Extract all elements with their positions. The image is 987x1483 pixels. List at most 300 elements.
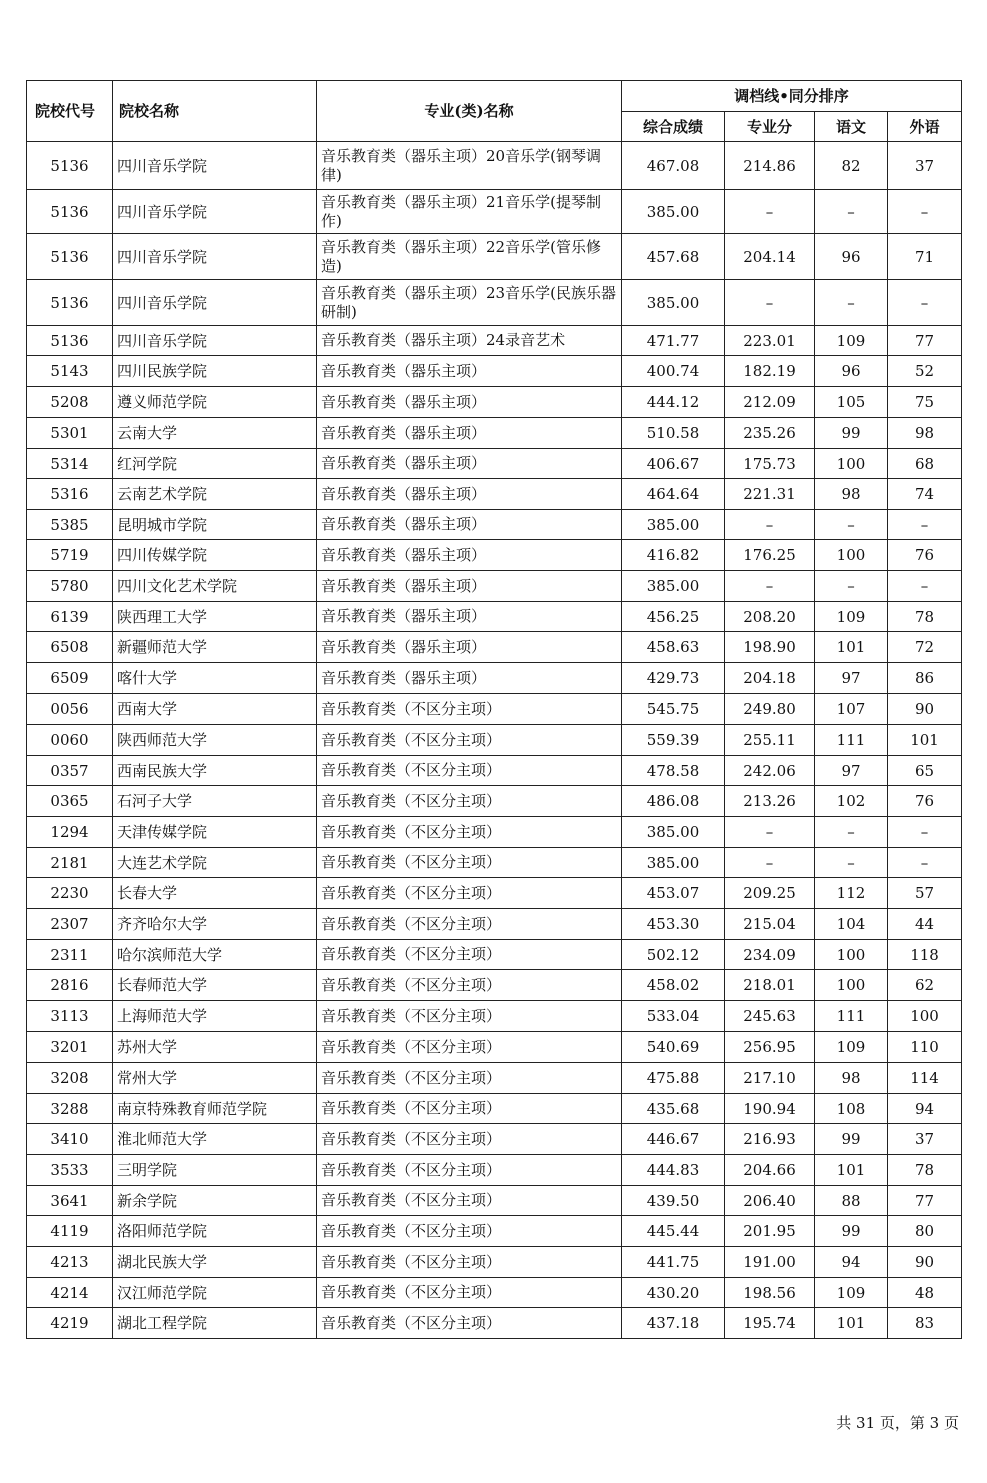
cell-major-score: 201.95 [725,1216,815,1247]
cell-major: 音乐教育类（不区分主项） [317,1124,622,1155]
cell-major-score: – [725,190,815,234]
cell-school: 陕西师范大学 [113,725,317,756]
cell-code: 1294 [27,817,113,848]
cell-chinese: 94 [815,1247,888,1278]
cell-chinese: 99 [815,1216,888,1247]
cell-school: 四川民族学院 [113,356,317,387]
cell-major: 音乐教育类（器乐主项） [317,540,622,571]
table-row [27,970,962,1001]
cell-major: 音乐教育类（不区分主项） [317,878,622,909]
cell-major: 音乐教育类（不区分主项） [317,1063,622,1094]
cell-code: 2816 [27,970,113,1001]
cell-major-score: 242.06 [725,756,815,786]
header-foreign: 外语 [888,112,962,142]
header-major: 专业(类)名称 [317,81,622,142]
cell-school: 遵义师范学院 [113,387,317,418]
cell-school: 长春大学 [113,878,317,909]
cell-total: 416.82 [622,540,725,571]
table-row [27,142,962,190]
cell-code: 5136 [27,280,113,326]
cell-code: 3113 [27,1001,113,1032]
cell-chinese: – [815,510,888,540]
cell-major: 音乐教育类（不区分主项） [317,970,622,1001]
cell-chinese: 99 [815,1124,888,1155]
cell-major: 音乐教育类（不区分主项） [317,1001,622,1032]
cell-chinese: – [815,190,888,234]
cell-school: 长春师范大学 [113,970,317,1001]
cell-major: 音乐教育类（不区分主项） [317,940,622,970]
cell-total: 453.30 [622,909,725,940]
cell-major-score: 235.26 [725,418,815,449]
table-row [27,878,962,909]
cell-foreign: 37 [888,142,962,190]
cell-foreign: 62 [888,970,962,1001]
cell-school: 陕西理工大学 [113,602,317,632]
cell-total: 385.00 [622,817,725,848]
table-row [27,479,962,510]
table-row [27,909,962,940]
cell-major: 音乐教育类（不区分主项） [317,694,622,725]
cell-major: 音乐教育类（器乐主项） [317,449,622,479]
cell-code: 5780 [27,571,113,602]
table-row [27,449,962,479]
table-row [27,1063,962,1094]
cell-code: 6139 [27,602,113,632]
cell-code: 3641 [27,1186,113,1216]
table-row [27,1032,962,1063]
table-row [27,387,962,418]
cell-major-score: 209.25 [725,878,815,909]
table-row [27,1216,962,1247]
cell-code: 5314 [27,449,113,479]
cell-major: 音乐教育类（器乐主项） [317,418,622,449]
cell-total: 510.58 [622,418,725,449]
cell-foreign: 68 [888,449,962,479]
table-row [27,1186,962,1216]
cell-major: 音乐教育类（器乐主项）22音乐学(管乐修造) [317,234,622,280]
cell-major: 音乐教育类（不区分主项） [317,725,622,756]
cell-foreign: 77 [888,326,962,356]
header-total: 综合成绩 [622,112,725,142]
cell-school: 淮北师范大学 [113,1124,317,1155]
table-row [27,756,962,786]
cell-foreign: 83 [888,1308,962,1339]
cell-code: 5136 [27,190,113,234]
cell-chinese: 101 [815,632,888,663]
cell-school: 四川音乐学院 [113,326,317,356]
header-major-score: 专业分 [725,112,815,142]
cell-foreign: 57 [888,878,962,909]
cell-code: 6508 [27,632,113,663]
table-row [27,1124,962,1155]
cell-major: 音乐教育类（不区分主项） [317,786,622,817]
cell-total: 471.77 [622,326,725,356]
cell-school: 齐齐哈尔大学 [113,909,317,940]
cell-foreign: 48 [888,1278,962,1308]
cell-major: 音乐教育类（器乐主项） [317,632,622,663]
cell-code: 5136 [27,326,113,356]
header-code: 院校代号 [27,81,113,142]
cell-school: 常州大学 [113,1063,317,1094]
cell-total: 439.50 [622,1186,725,1216]
cell-code: 6509 [27,663,113,694]
cell-code: 2307 [27,909,113,940]
cell-major: 音乐教育类（器乐主项）20音乐学(钢琴调律) [317,142,622,190]
cell-major: 音乐教育类（不区分主项） [317,1094,622,1124]
cell-major-score: 208.20 [725,602,815,632]
cell-major-score: 204.66 [725,1155,815,1186]
cell-total: 441.75 [622,1247,725,1278]
cell-total: 457.68 [622,234,725,280]
cell-school: 云南大学 [113,418,317,449]
cell-major-score: 218.01 [725,970,815,1001]
cell-chinese: 109 [815,326,888,356]
table-row [27,1247,962,1278]
table-row [27,1278,962,1308]
cell-chinese: 97 [815,756,888,786]
cell-total: 385.00 [622,571,725,602]
cell-code: 4213 [27,1247,113,1278]
cell-major-score: 256.95 [725,1032,815,1063]
cell-chinese: – [815,571,888,602]
table-row [27,540,962,571]
cell-school: 四川音乐学院 [113,190,317,234]
table-row [27,510,962,540]
cell-school: 洛阳师范学院 [113,1216,317,1247]
table-row [27,571,962,602]
cell-foreign: 71 [888,234,962,280]
cell-major: 音乐教育类（器乐主项） [317,663,622,694]
cell-code: 0060 [27,725,113,756]
cell-total: 444.83 [622,1155,725,1186]
cell-code: 3533 [27,1155,113,1186]
cell-school: 红河学院 [113,449,317,479]
cell-foreign: – [888,848,962,878]
cell-total: 502.12 [622,940,725,970]
cell-chinese: 105 [815,387,888,418]
cell-code: 3410 [27,1124,113,1155]
cell-total: 406.67 [622,449,725,479]
cell-foreign: 44 [888,909,962,940]
cell-major-score: 245.63 [725,1001,815,1032]
cell-total: 478.58 [622,756,725,786]
cell-foreign: 80 [888,1216,962,1247]
cell-code: 2311 [27,940,113,970]
cell-code: 5136 [27,234,113,280]
cell-school: 四川音乐学院 [113,280,317,326]
cell-total: 533.04 [622,1001,725,1032]
cell-major: 音乐教育类（器乐主项）24录音艺术 [317,326,622,356]
cell-school: 南京特殊教育师范学院 [113,1094,317,1124]
cell-foreign: 118 [888,940,962,970]
cell-major: 音乐教育类（不区分主项） [317,756,622,786]
cell-school: 新余学院 [113,1186,317,1216]
cell-total: 429.73 [622,663,725,694]
cell-major-score: 176.25 [725,540,815,571]
table-row [27,817,962,848]
cell-foreign: 98 [888,418,962,449]
cell-total: 385.00 [622,280,725,326]
cell-foreign: 76 [888,540,962,571]
cell-major: 音乐教育类（器乐主项） [317,387,622,418]
cell-chinese: – [815,280,888,326]
cell-major: 音乐教育类（不区分主项） [317,1308,622,1339]
table-row [27,1155,962,1186]
cell-total: 475.88 [622,1063,725,1094]
cell-total: 458.02 [622,970,725,1001]
cell-major-score: 255.11 [725,725,815,756]
cell-total: 545.75 [622,694,725,725]
cell-major: 音乐教育类（不区分主项） [317,1278,622,1308]
cell-major: 音乐教育类（不区分主项） [317,1186,622,1216]
cell-major-score: 204.14 [725,234,815,280]
cell-major-score: 221.31 [725,479,815,510]
table-row [27,356,962,387]
cell-total: 458.63 [622,632,725,663]
cell-foreign: – [888,280,962,326]
table-row [27,190,962,234]
cell-foreign: 77 [888,1186,962,1216]
cell-chinese: 104 [815,909,888,940]
cell-major: 音乐教育类（器乐主项） [317,479,622,510]
cell-school: 四川传媒学院 [113,540,317,571]
cell-major-score: – [725,510,815,540]
cell-foreign: 90 [888,694,962,725]
cell-total: 437.18 [622,1308,725,1339]
cell-code: 3288 [27,1094,113,1124]
table-row [27,602,962,632]
cell-total: 445.44 [622,1216,725,1247]
cell-code: 5719 [27,540,113,571]
cell-code: 3201 [27,1032,113,1063]
cell-school: 云南艺术学院 [113,479,317,510]
table-row [27,326,962,356]
cell-code: 4219 [27,1308,113,1339]
table-row [27,848,962,878]
cell-chinese: 111 [815,725,888,756]
cell-code: 4119 [27,1216,113,1247]
cell-school: 昆明城市学院 [113,510,317,540]
cell-chinese: 107 [815,694,888,725]
table-row [27,1001,962,1032]
cell-code: 5208 [27,387,113,418]
cell-chinese: 109 [815,1278,888,1308]
cell-school: 西南大学 [113,694,317,725]
cell-code: 3208 [27,1063,113,1094]
cell-total: 467.08 [622,142,725,190]
table-row [27,725,962,756]
cell-chinese: 111 [815,1001,888,1032]
cell-foreign: 114 [888,1063,962,1094]
table-row [27,280,962,326]
table-row [27,632,962,663]
cell-foreign: – [888,190,962,234]
score-table [26,80,962,1339]
cell-foreign: 90 [888,1247,962,1278]
cell-total: 400.74 [622,356,725,387]
cell-chinese: 98 [815,1063,888,1094]
cell-code: 0056 [27,694,113,725]
cell-foreign: 72 [888,632,962,663]
table-row [27,1094,962,1124]
cell-chinese: 101 [815,1155,888,1186]
cell-school: 湖北民族大学 [113,1247,317,1278]
cell-major-score: – [725,571,815,602]
table-row [27,1308,962,1339]
cell-major-score: 204.18 [725,663,815,694]
cell-chinese: 112 [815,878,888,909]
cell-major-score: 190.94 [725,1094,815,1124]
cell-foreign: 78 [888,1155,962,1186]
cell-major: 音乐教育类（不区分主项） [317,909,622,940]
cell-foreign: 75 [888,387,962,418]
cell-chinese: 108 [815,1094,888,1124]
cell-total: 540.69 [622,1032,725,1063]
cell-major-score: 195.74 [725,1308,815,1339]
cell-chinese: 96 [815,234,888,280]
table-row [27,940,962,970]
cell-major: 音乐教育类（器乐主项） [317,602,622,632]
cell-chinese: – [815,848,888,878]
table-row [27,234,962,280]
cell-code: 2230 [27,878,113,909]
cell-foreign: 101 [888,725,962,756]
cell-major-score: 212.09 [725,387,815,418]
cell-major: 音乐教育类（不区分主项） [317,1155,622,1186]
cell-chinese: 82 [815,142,888,190]
cell-major: 音乐教育类（器乐主项）23音乐学(民族乐器研制) [317,280,622,326]
cell-code: 5385 [27,510,113,540]
cell-major: 音乐教育类（不区分主项） [317,848,622,878]
cell-code: 4214 [27,1278,113,1308]
cell-chinese: 100 [815,970,888,1001]
cell-foreign: 76 [888,786,962,817]
cell-major: 音乐教育类（不区分主项） [317,1247,622,1278]
cell-school: 西南民族大学 [113,756,317,786]
cell-major: 音乐教育类（器乐主项）21音乐学(提琴制作) [317,190,622,234]
cell-code: 5136 [27,142,113,190]
cell-foreign: 37 [888,1124,962,1155]
cell-major-score: 249.80 [725,694,815,725]
cell-chinese: 96 [815,356,888,387]
cell-major-score: 223.01 [725,326,815,356]
table-row [27,663,962,694]
cell-chinese: 109 [815,602,888,632]
cell-chinese: 97 [815,663,888,694]
cell-major-score: 198.56 [725,1278,815,1308]
cell-total: 430.20 [622,1278,725,1308]
cell-school: 苏州大学 [113,1032,317,1063]
cell-total: 559.39 [622,725,725,756]
cell-major-score: 175.73 [725,449,815,479]
table-row [27,694,962,725]
cell-major: 音乐教育类（不区分主项） [317,1032,622,1063]
page-footer: 共 31 页，第 3 页 [836,1414,959,1432]
cell-total: 446.67 [622,1124,725,1155]
cell-total: 435.68 [622,1094,725,1124]
cell-foreign: 110 [888,1032,962,1063]
cell-school: 喀什大学 [113,663,317,694]
cell-school: 石河子大学 [113,786,317,817]
cell-school: 四川音乐学院 [113,234,317,280]
cell-school: 新疆师范大学 [113,632,317,663]
cell-chinese: 98 [815,479,888,510]
cell-major-score: 182.19 [725,356,815,387]
table-body [27,142,962,1339]
cell-code: 2181 [27,848,113,878]
header-chinese: 语文 [815,112,888,142]
cell-foreign: 86 [888,663,962,694]
table-row [27,786,962,817]
cell-school: 天津传媒学院 [113,817,317,848]
cell-chinese: 101 [815,1308,888,1339]
cell-total: 385.00 [622,190,725,234]
header-school: 院校名称 [113,81,317,142]
cell-major: 音乐教育类（器乐主项） [317,510,622,540]
cell-chinese: 100 [815,449,888,479]
cell-major-score: 215.04 [725,909,815,940]
cell-total: 385.00 [622,848,725,878]
cell-code: 5301 [27,418,113,449]
cell-chinese: 109 [815,1032,888,1063]
cell-code: 0357 [27,756,113,786]
cell-foreign: 52 [888,356,962,387]
cell-chinese: 99 [815,418,888,449]
header-group: 调档线•同分排序 [622,81,962,112]
cell-school: 四川音乐学院 [113,142,317,190]
cell-school: 哈尔滨师范大学 [113,940,317,970]
cell-total: 456.25 [622,602,725,632]
cell-total: 486.08 [622,786,725,817]
cell-foreign: – [888,510,962,540]
cell-foreign: 74 [888,479,962,510]
cell-major-score: 234.09 [725,940,815,970]
cell-code: 0365 [27,786,113,817]
cell-total: 444.12 [622,387,725,418]
cell-chinese: 100 [815,540,888,571]
cell-major-score: – [725,817,815,848]
cell-total: 464.64 [622,479,725,510]
cell-major-score: 198.90 [725,632,815,663]
cell-foreign: 100 [888,1001,962,1032]
cell-foreign: 78 [888,602,962,632]
cell-foreign: 94 [888,1094,962,1124]
cell-foreign: 65 [888,756,962,786]
table-row [27,418,962,449]
cell-code: 5316 [27,479,113,510]
cell-chinese: 102 [815,786,888,817]
cell-school: 三明学院 [113,1155,317,1186]
cell-major-score: 214.86 [725,142,815,190]
cell-major-score: 217.10 [725,1063,815,1094]
cell-foreign: – [888,571,962,602]
cell-school: 上海师范大学 [113,1001,317,1032]
cell-major-score: 216.93 [725,1124,815,1155]
cell-major-score: – [725,280,815,326]
cell-foreign: – [888,817,962,848]
cell-chinese: 100 [815,940,888,970]
cell-major-score: – [725,848,815,878]
cell-school: 湖北工程学院 [113,1308,317,1339]
cell-major-score: 206.40 [725,1186,815,1216]
cell-total: 453.07 [622,878,725,909]
cell-major: 音乐教育类（不区分主项） [317,817,622,848]
cell-major: 音乐教育类（器乐主项） [317,356,622,387]
cell-chinese: – [815,817,888,848]
cell-school: 大连艺术学院 [113,848,317,878]
cell-major-score: 213.26 [725,786,815,817]
cell-code: 5143 [27,356,113,387]
